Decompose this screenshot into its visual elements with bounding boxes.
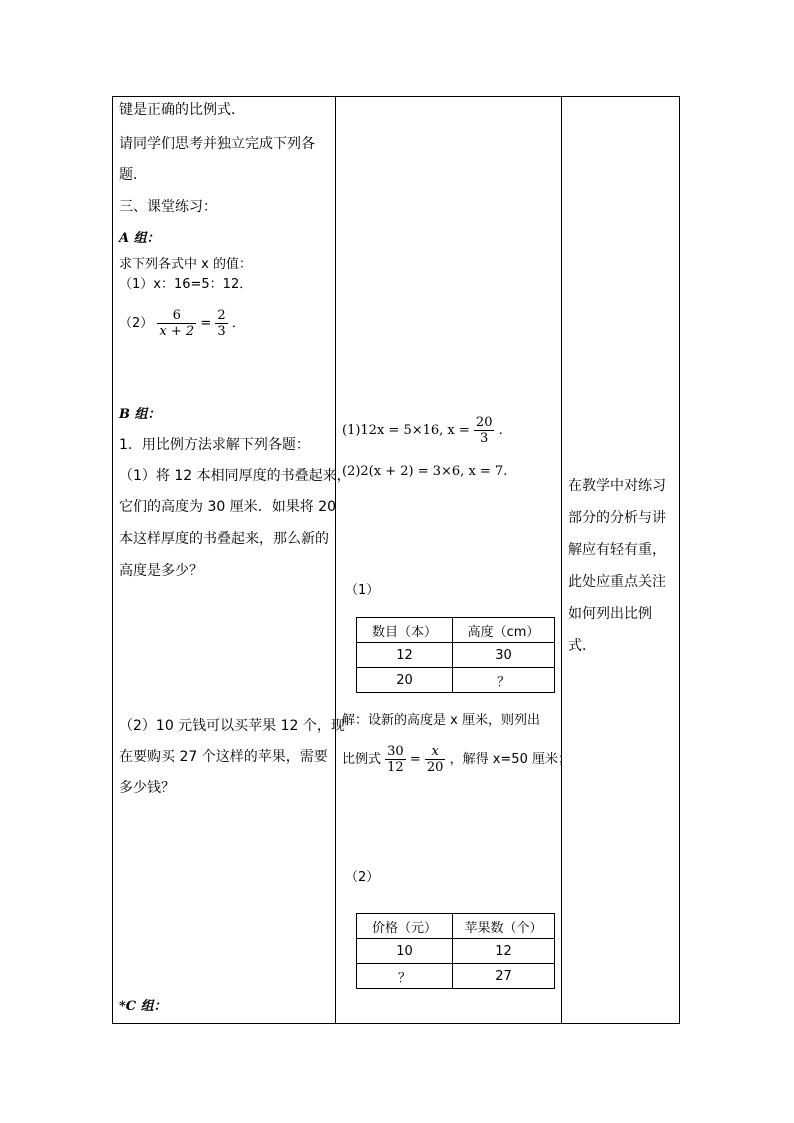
numerator: 30 xyxy=(387,744,404,759)
group-b-intro: 1．用比例方法求解下列各题： xyxy=(119,437,310,453)
table-1-label: （1） xyxy=(345,583,380,598)
teaching-note-line: 如何列出比例 xyxy=(568,606,652,622)
group-a-label: A 组： xyxy=(119,231,160,246)
solution-suffix: ，解得 x=50 厘米； xyxy=(449,752,571,767)
numerator: 2 xyxy=(217,308,226,323)
text-line: 题． xyxy=(119,167,147,183)
table-2 xyxy=(356,913,555,989)
numerator: 6 xyxy=(172,308,181,323)
period: ． xyxy=(231,316,245,331)
problem-b2: 多少钱？ xyxy=(119,780,175,796)
equals-sign: = xyxy=(409,752,421,767)
teaching-note-line: 在教学中对练习 xyxy=(568,478,666,494)
fraction xyxy=(425,744,446,775)
table-2-label: （2） xyxy=(345,870,380,885)
problem-a2-label: （2） xyxy=(119,316,154,331)
table-cell: 27 xyxy=(453,964,555,989)
problem-b1: 它们的高度为 30 厘米．如果将 20 xyxy=(119,499,336,515)
table-header: 数目（本） xyxy=(357,618,453,643)
period: . xyxy=(498,423,503,438)
table-cell: 10 xyxy=(357,939,453,964)
answer-1-text: (1)12x = 5×16, x = xyxy=(342,423,470,438)
teaching-note-line: 部分的分析与讲 xyxy=(568,510,666,526)
table-cell: 20 xyxy=(357,668,453,693)
problem-b2: 在要购买 27 个这样的苹果，需要 xyxy=(119,749,328,765)
fraction xyxy=(157,308,196,339)
problem-b1: 本这样厚度的书叠起来，那么新的 xyxy=(119,531,329,547)
table-cell: 12 xyxy=(357,643,453,668)
denominator: 3 xyxy=(217,324,226,339)
group-c-label: *C 组： xyxy=(119,999,167,1014)
column-divider xyxy=(561,97,562,1023)
teaching-note-line: 式． xyxy=(568,638,596,654)
teaching-note-line: 解应有轻有重， xyxy=(568,542,666,558)
problem-a1: （1）x：16=5：12． xyxy=(119,277,253,292)
equals-sign: = xyxy=(200,316,212,331)
denominator: 20 xyxy=(426,760,444,775)
problem-a2 xyxy=(119,304,245,344)
fraction xyxy=(215,308,227,339)
problem-b1: （1）将 12 本相同厚度的书叠起来， xyxy=(119,468,351,484)
table-header: 价格（元） xyxy=(357,914,453,939)
table-1 xyxy=(356,617,555,693)
column-divider xyxy=(335,97,336,1023)
solution-line: 解：设新的高度是 x 厘米，则列出 xyxy=(342,713,540,728)
table-header: 苹果数（个） xyxy=(453,914,555,939)
problem-b1: 高度是多少？ xyxy=(119,563,203,579)
answer-2: (2)2(x + 2) = 3×6, x = 7. xyxy=(342,464,508,479)
numerator: x xyxy=(431,744,439,759)
numerator: 20 xyxy=(475,415,493,430)
text-line: 请同学们思考并独立完成下列各 xyxy=(119,136,315,152)
table-header: 高度（cm） xyxy=(453,618,555,643)
denominator: x + 2 xyxy=(159,324,195,339)
table-cell: ？ xyxy=(357,964,453,989)
problem-b2: （2）10 元钱可以买苹果 12 个，现 xyxy=(119,718,345,734)
teaching-note-line: 此处应重点关注 xyxy=(568,574,666,590)
solution-proportion xyxy=(342,740,571,780)
group-a-intro: 求下列各式中 x 的值： xyxy=(119,257,252,272)
section-heading: 三、课堂练习： xyxy=(119,199,217,215)
text-line: 键是正确的比例式． xyxy=(119,102,245,118)
table-cell: 12 xyxy=(453,939,555,964)
table-cell: 30 xyxy=(453,643,555,668)
denominator: 3 xyxy=(474,430,495,446)
fraction xyxy=(474,415,495,446)
table-cell: ？ xyxy=(453,668,555,693)
solution-prefix: 比例式 xyxy=(342,752,382,767)
fraction xyxy=(385,744,406,775)
denominator: 12 xyxy=(387,760,404,775)
answer-1 xyxy=(342,411,503,451)
group-b-label: B 组： xyxy=(119,407,161,422)
